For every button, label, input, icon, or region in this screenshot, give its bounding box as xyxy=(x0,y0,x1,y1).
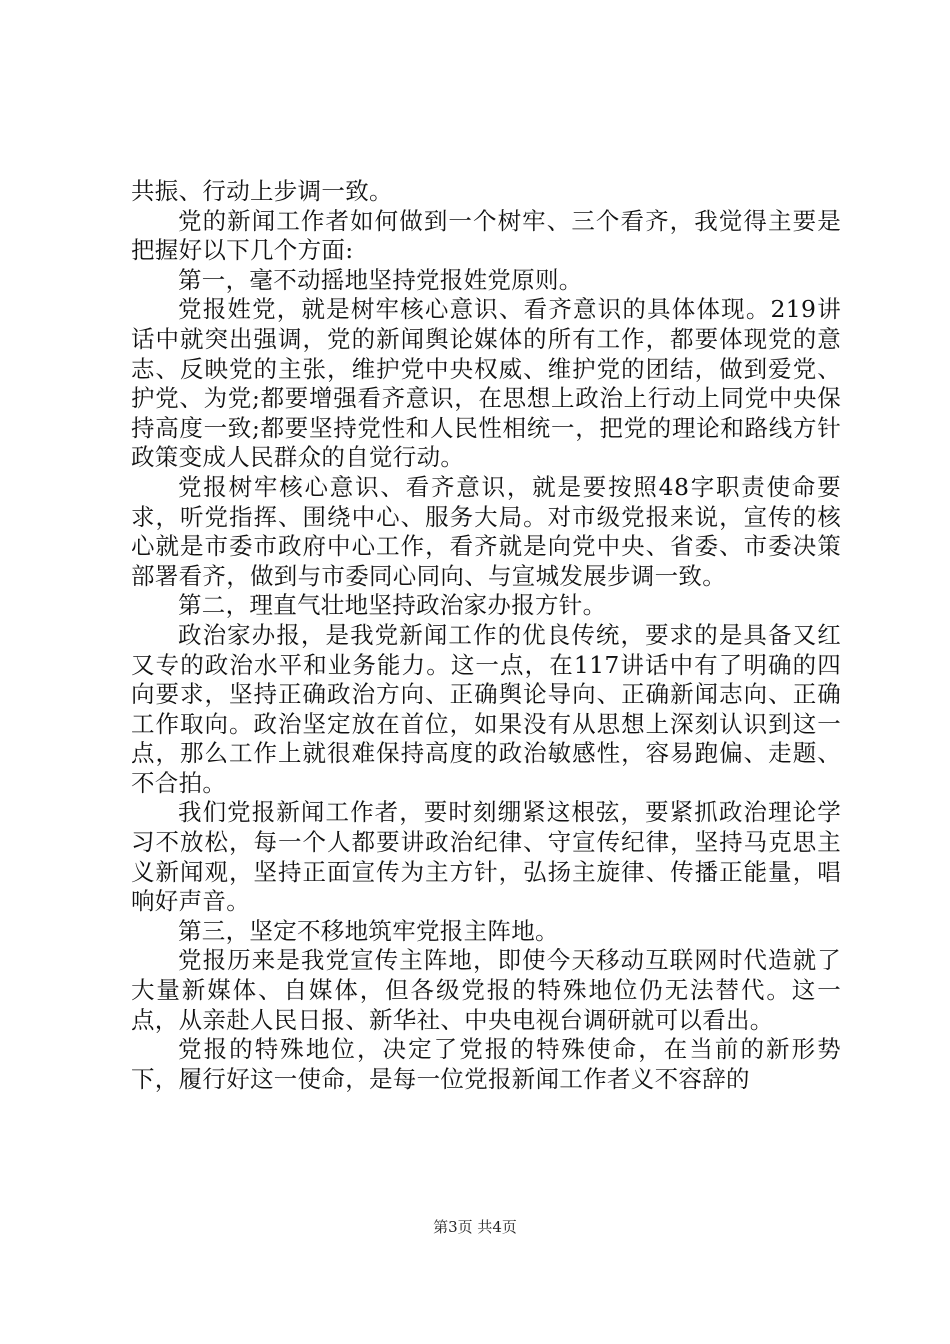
paragraph: 政治家办报，是我党新闻工作的优良传统，要求的是具备又红又专的政治水平和业务能力。这一点，在117讲话中有了明确的四向要求，坚持正确政治方向、正确舆论导向、正确新闻志向、正确工作取向。政治坚定放在首位，如果没有从思想上深刻认识到这一点，那么工作上就很难保持高度的政治敏感性，容易跑偏、走题、不合拍。 xyxy=(131,620,841,797)
paragraph: 党报姓党，就是树牢核心意识、看齐意识的具体体现。219讲话中就突出强调，党的新闻舆论媒体的所有工作，都要体现党的意志、反映党的主张，维护党中央权威、维护党的团结，做到爱党、护党、为党;都要增强看齐意识，在思想上政治上行动上同党中央保持高度一致;都要坚持党性和人民性相统一，把党的理论和路线方针政策变成人民群众的自觉行动。 xyxy=(131,295,841,472)
paragraph: 党报的特殊地位，决定了党报的特殊使命，在当前的新形势下，履行好这一使命，是每一位党报新闻工作者义不容辞的 xyxy=(131,1035,841,1093)
paragraph: 共振、行动上步调一致。 xyxy=(131,177,393,205)
paragraph: 党的新闻工作者如何做到一个树牢、三个看齐，我觉得主要是把握好以下几个方面: xyxy=(131,206,841,265)
paragraph: 党报树牢核心意识、看齐意识，就是要按照48字职责使命要求，听党指挥、围绕中心、服务大局。对市级党报来说，宣传的核心就是市委市政府中心工作，看齐就是向党中央、省委、市委决策部署看齐，做到与市委同心同向、与宣城发展步调一致。 xyxy=(131,472,841,590)
paragraph: 第一，毫不动摇地坚持党报姓党原则。 xyxy=(178,265,583,294)
paragraph: 第二，理直气壮地坚持政治家办报方针。 xyxy=(178,591,607,620)
paragraph: 我们党报新闻工作者，要时刻绷紧这根弦，要紧抓政治理论学习不放松，每一个人都要讲政治纪律、守宣传纪律，坚持马克思主义新闻观，坚持正面宣传为主方针，弘扬主旋律、传播正能量，唱响好声音。 xyxy=(131,798,841,916)
page-footer: 第3页 共4页 xyxy=(433,1218,517,1236)
document-body xyxy=(131,177,841,1094)
paragraph: 党报历来是我党宣传主阵地，即使今天移动互联网时代造就了大量新媒体、自媒体，但各级党报的特殊地位仍无法替代。这一点，从亲赴人民日报、新华社、中央电视台调研就可以看出。 xyxy=(131,946,841,1034)
paragraph: 第三，坚定不移地筑牢党报主阵地。 xyxy=(178,916,559,945)
